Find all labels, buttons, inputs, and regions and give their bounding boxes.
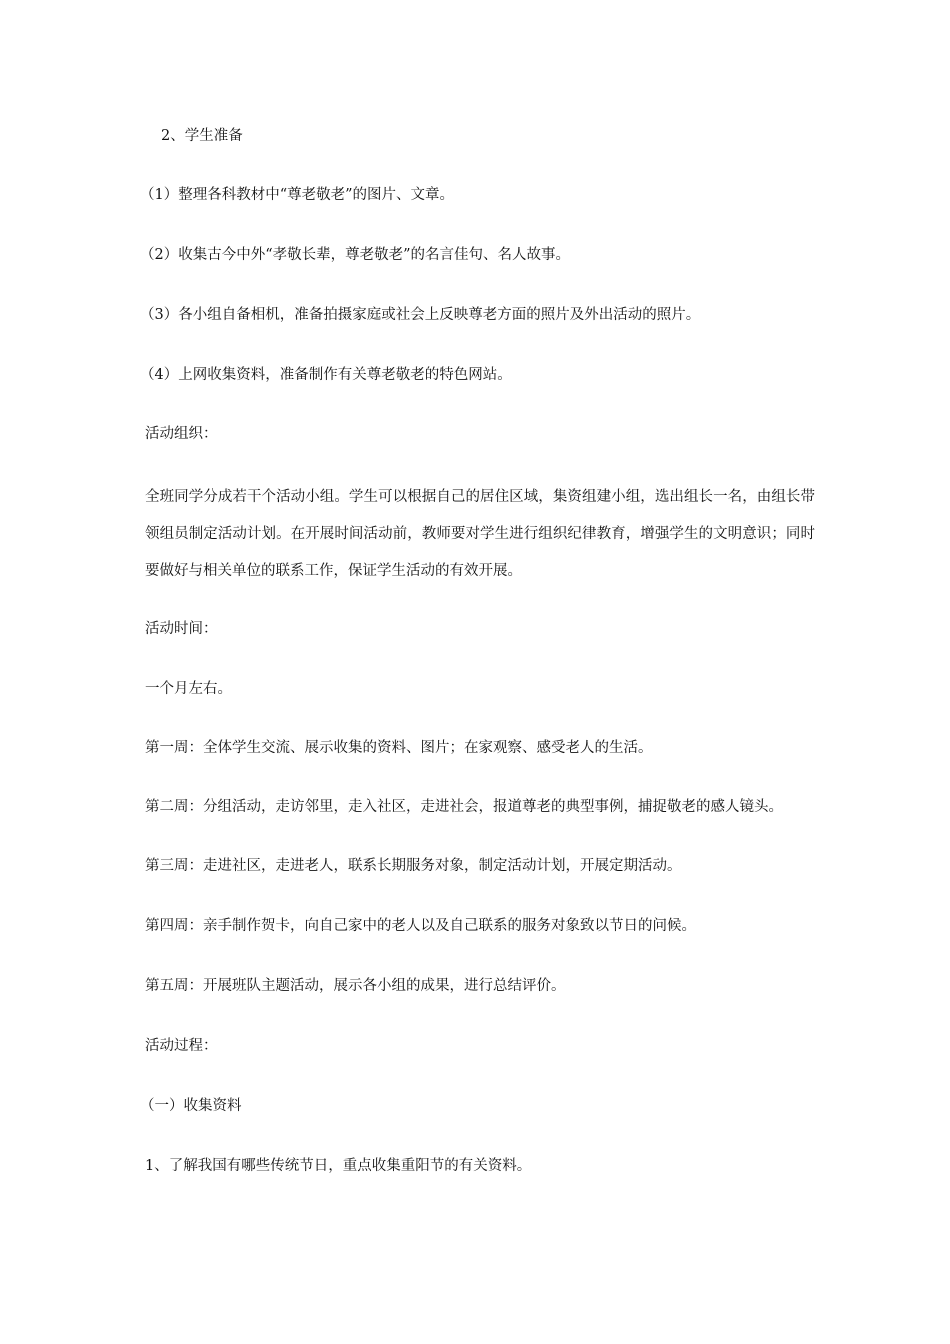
process-subheading-collect: （一）收集资料 [140,1098,242,1114]
org-paragraph: 全班同学分成若干个活动小组。学生可以根据自己的居住区域，集资组建小组，选出组长一名，由组长带领组员制定活动计划。在开展时间活动前，教师要对学生进行组织纪律教育，增强学生的文明意识；同时要做好与相关单位的联系工作，保证学生活动的有效开展。 [145,489,815,579]
week-4: 第四周：亲手制作贺卡，向自己家中的老人以及自己联系的服务对象致以节日的问候。 [145,918,696,934]
process-heading: 活动过程： [145,1038,218,1054]
week-5: 第五周：开展班队主题活动，展示各小组的成果，进行总结评价。 [145,978,566,994]
prep-item-1: （1）整理各科教材中“尊老敬老”的图片、文章。 [140,187,455,203]
time-summary: 一个月左右。 [145,681,232,697]
prep-item-4: （4）上网收集资料，准备制作有关尊老敬老的特色网站。 [140,367,512,383]
prep-item-3: （3）各小组自备相机，准备拍摄家庭或社会上反映尊老方面的照片及外出活动的照片。 [140,307,701,323]
week-2: 第二周：分组活动，走访邻里，走入社区，走进社会，报道尊老的典型事例，捕捉敬老的感人镜头。 [145,799,783,815]
org-heading: 活动组织： [145,426,218,442]
prep-item-2: （2）收集古今中外“孝敬长辈，尊老敬老”的名言佳句、名人故事。 [140,247,571,263]
time-heading: 活动时间： [145,621,218,637]
week-1: 第一周：全体学生交流、展示收集的资料、图片；在家观察、感受老人的生活。 [145,740,653,756]
process-item-1: 1、了解我国有哪些传统节日，重点收集重阳节的有关资料。 [145,1158,532,1174]
week-3: 第三周：走进社区，走进老人，联系长期服务对象，制定活动计划，开展定期活动。 [145,858,682,874]
section-heading-student-prep: 2、学生准备 [161,128,243,144]
